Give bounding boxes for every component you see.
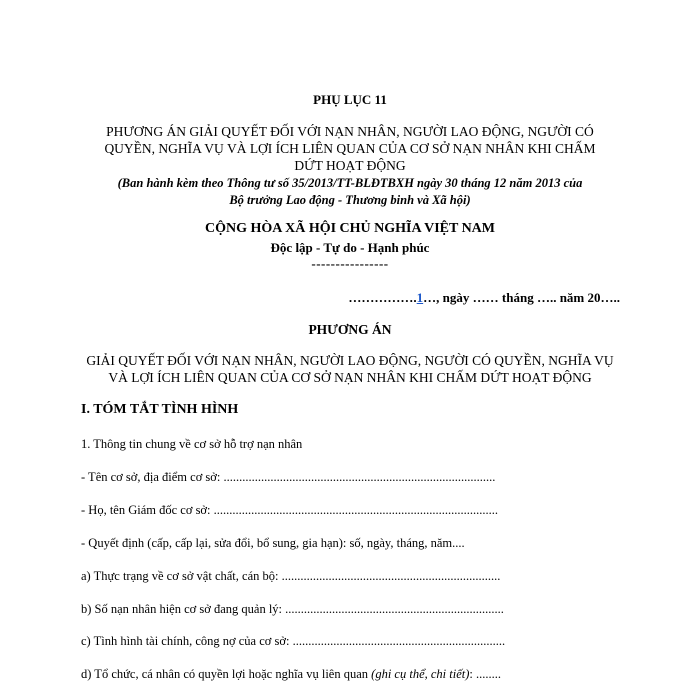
facility-name-line: - Tên cơ sở, địa điểm cơ sở: .......................................................................................: [81, 470, 496, 484]
place-date-line: [348, 290, 620, 306]
document-title: PHƯƠNG ÁN: [308, 322, 392, 337]
national-title: CỘNG HÒA XÃ HỘI CHỦ NGHĨA VIỆT NAM: [204, 221, 495, 236]
related-parties-line: [81, 667, 501, 682]
appendix-label: PHỤ LỤC 11: [313, 92, 387, 107]
related-parties-blank: : ........: [469, 667, 501, 681]
date-blank: …, ngày …… tháng ….. năm 20…..: [423, 290, 620, 305]
director-name-line: - Họ, tên Giám đốc cơ sở: ...........................................................................................: [81, 503, 499, 517]
place-blank: …………….: [348, 290, 417, 305]
facilities-status-line: a) Thực trạng về cơ sở vật chất, cán bộ: ......................................................................: [81, 569, 501, 583]
victims-count-line: b) Số nạn nhân hiện cơ sở đang quản lý: ......................................................................: [81, 602, 504, 616]
finance-status-line: c) Tình hình tài chính, công nợ của cơ sở: ....................................................................: [81, 634, 506, 648]
general-info-line: 1. Thông tin chung về cơ sở hỗ trợ nạn nhân: [81, 437, 303, 451]
related-parties-text: d) Tổ chức, cá nhân có quyền lợi hoặc nghĩa vụ liên quan: [81, 667, 372, 681]
motto-divider: ----------------: [311, 256, 389, 271]
footnote-link[interactable]: 1: [416, 290, 424, 305]
document-subtitle: GIẢI QUYẾT ĐỐI VỚI NẠN NHÂN, NGƯỜI LAO ĐỘNG, NGƯỜI CÓ QUYỀN, NGHĨA VỤ VÀ LỢI ÍCH LIÊN QUAN CỦA CƠ SỞ NẠN NHÂN KHI CHẤM DỨT HOẠT ĐỘNG: [86, 353, 614, 385]
decision-line: - Quyết định (cấp, cấp lại, sửa đổi, bổ sung, gia hạn): số, ngày, tháng, năm....: [81, 536, 465, 550]
related-parties-note: (ghi cụ thể, chi tiết): [371, 667, 470, 681]
section-heading-summary: I. TÓM TẮT TÌNH HÌNH: [81, 402, 239, 417]
plan-heading: PHƯƠNG ÁN GIẢI QUYẾT ĐỐI VỚI NẠN NHÂN, NGƯỜI LAO ĐỘNG, NGƯỜI CÓ QUYỀN, NGHĨA VỤ VÀ LỢI ÍCH LIÊN QUAN CỦA CƠ SỞ NẠN NHÂN KHI CHẤM DỨT HOẠT ĐỘNG: [104, 124, 596, 173]
issued-note: (Ban hành kèm theo Thông tư số 35/2013/TT-BLĐTBXH ngày 30 tháng 12 năm 2013 của Bộ trưởng Lao động - Thương binh và Xã hội): [117, 176, 583, 207]
national-motto: Độc lập - Tự do - Hạnh phúc: [270, 240, 430, 255]
